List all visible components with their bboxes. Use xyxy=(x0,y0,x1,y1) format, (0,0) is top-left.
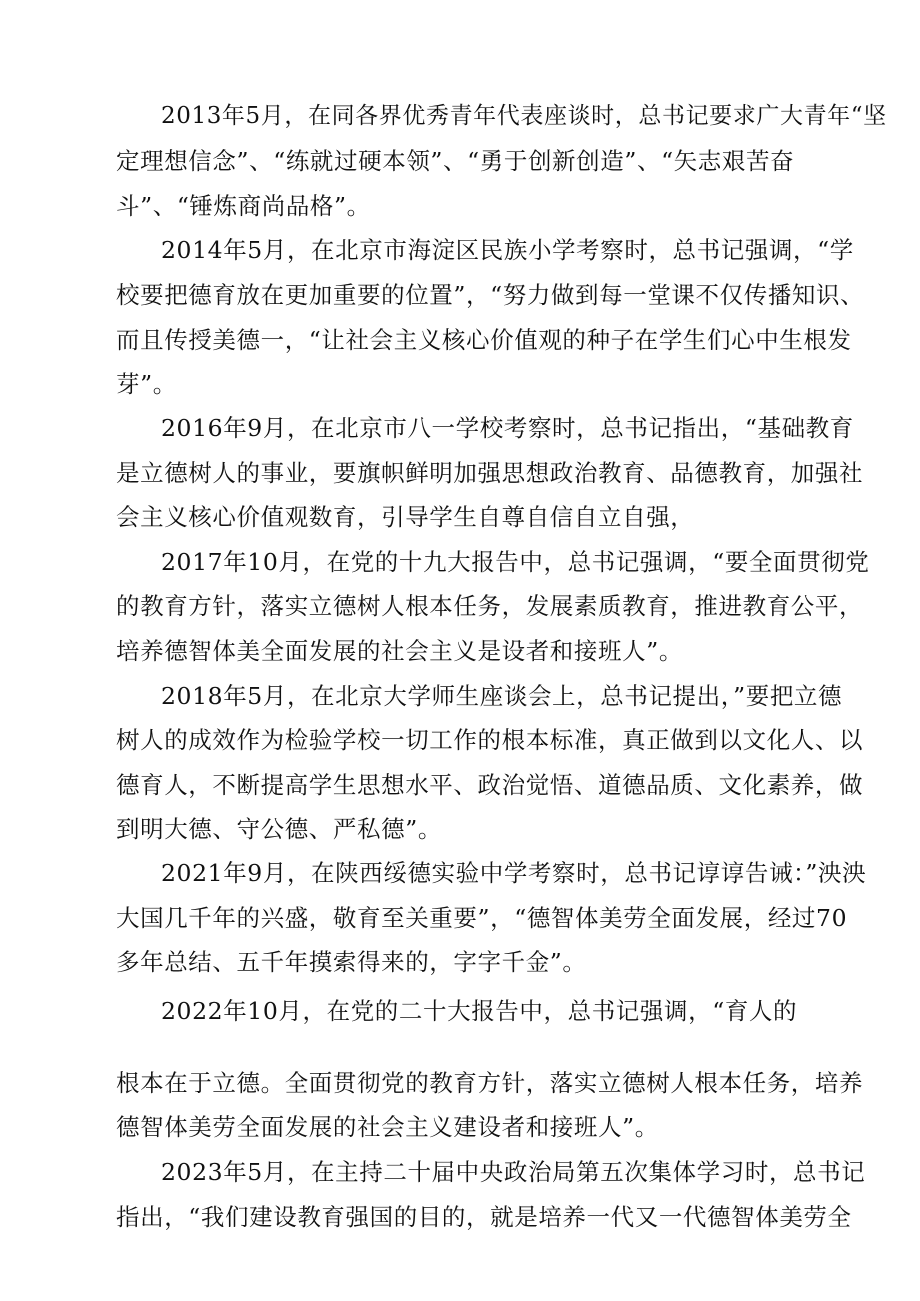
text-line: 多年总结、五千年摸索得来的，字字千金”。 xyxy=(116,948,587,976)
text-line: 2021年9月，在陕西绥德实验中学考察时，总书记谆谆告诫：”泱泱 xyxy=(161,859,867,887)
text-line: 培养德智体美全面发展的社会主义是设者和接班人”。 xyxy=(116,637,683,665)
text-line: 树人的成效作为检验学校一切工作的根本标准，真正做到以文化人、以 xyxy=(116,726,864,754)
text-line: 大国几千年的兴盛，敬育至关重要”，“德智体美劳全面发展，经过70 xyxy=(116,904,848,932)
text-line: 2022年10月，在党的二十大报告中，总书记强调，“育人的 xyxy=(161,997,798,1025)
text-line: 定理想信念”、“练就过硬本领”、“勇于创新创造”、“矢志艰苦奋 xyxy=(116,147,795,175)
text-line: 2013年5月，在同各界优秀青年代表座谈时，总书记要求广大青年“坚 xyxy=(161,103,887,129)
text-line: 斗”、“锤炼商尚品格”。 xyxy=(116,192,371,220)
text-line: 德育人，不断提高学生思想水平、政治觉悟、道德品质、文化素养，做 xyxy=(116,771,864,799)
text-line: 2018年5月，在北京大学师生座谈会上，总书记提出，”要把立德 xyxy=(161,682,843,710)
text-line: 是立德树人的事业，要旗帜鲜明加强思想政治教育、品德教育，加强社 xyxy=(116,459,864,487)
text-line: 而且传授美德一，“让社会主义核心价值观的种子在学生们心中生根发 xyxy=(116,326,852,354)
text-line: 2017年10月，在党的十九大报告中，总书记强调，“要全面贯彻党 xyxy=(161,548,870,576)
text-line: 指出，“我们建设教育强国的目的，就是培养一代又一代德智体美劳全 xyxy=(116,1203,852,1231)
text-line: 德智体美劳全面发展的社会主义建设者和接班人”。 xyxy=(116,1113,659,1141)
text-line: 2016年9月，在北京市八一学校考察时，总书记指出，“基础教育 xyxy=(161,414,854,442)
text-line: 芽”。 xyxy=(116,370,177,398)
text-line: 会主义核心价值观数育，引导学生自尊自信自立自强， xyxy=(116,503,695,531)
text-line: 2023年5月，在主持二十届中央政治局第五次集体学习时，总书记 xyxy=(161,1158,866,1186)
text-line: 校要把德育放在更加重要的位置”，“努力做到每一堂课不仅传播知识、 xyxy=(116,281,865,309)
text-line: 2014年5月，在北京市海淀区民族小学考察时，总书记强调，“学 xyxy=(161,236,854,264)
text-line: 到明大德、守公德、严私德”。 xyxy=(116,815,442,843)
text-line: 的教育方针，落实立德树人根本任务，发展素质教育，推进教育公平， xyxy=(116,592,864,620)
text-line: 根本在于立德。全面贯彻党的教育方针，落实立德树人根本任务，培养 xyxy=(116,1069,864,1097)
